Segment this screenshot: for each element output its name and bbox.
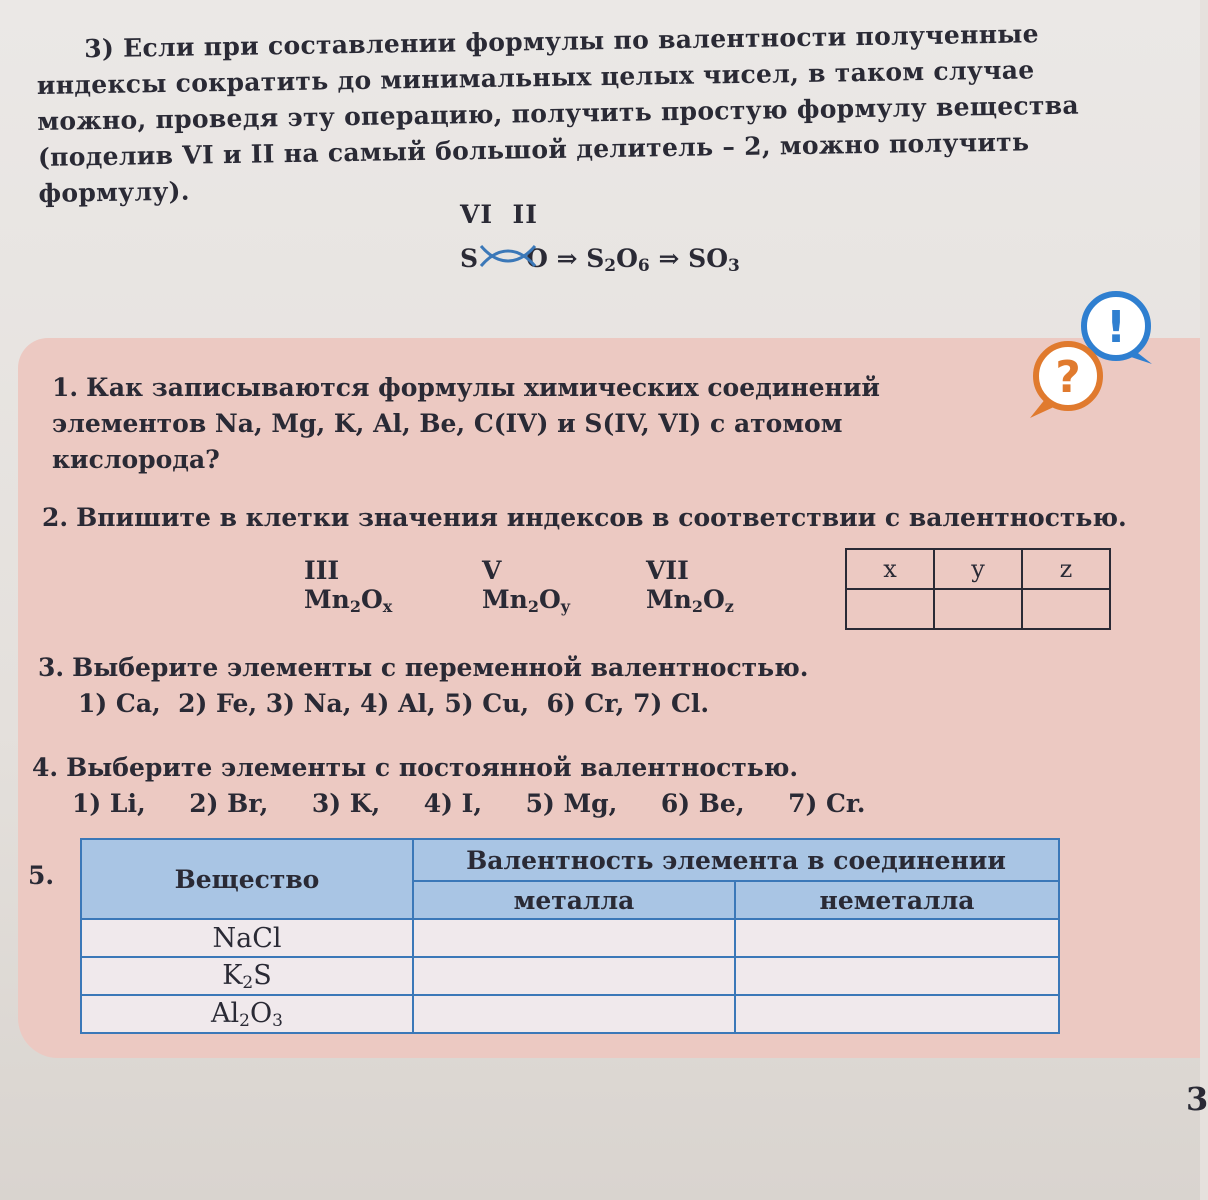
arrow-1: ⇒	[556, 244, 578, 273]
cell-metal-valence[interactable]	[413, 919, 735, 957]
question-5-number: 5.	[28, 861, 55, 890]
arrow-2: ⇒	[658, 244, 680, 273]
mn-formula-z: VII $Mn_2O_z$	[646, 556, 734, 616]
index-table	[845, 548, 1111, 630]
table-row	[81, 919, 1059, 957]
question-4-options: 1) Li, 2) Br, 3) K, 4) I, 5) Mg, 6) Be, 7) Cr.	[72, 789, 866, 818]
index-cell-y[interactable]	[934, 589, 1022, 629]
question-2	[42, 500, 1192, 536]
header-nonmetal: неметалла	[735, 881, 1059, 919]
valence-label: III	[304, 556, 340, 585]
header-valence: Валентность элемента в соединении	[413, 839, 1059, 881]
cell-metal-valence[interactable]	[413, 995, 735, 1033]
question-3-number: 3.	[38, 653, 65, 682]
cell-metal-valence[interactable]	[413, 957, 735, 995]
valence-table	[80, 838, 1060, 1034]
question-2-text: Впишите в клетки значения индексов в соответствии с валентностью.	[76, 503, 1127, 532]
mn-formula-x: III $Mn_2O_x$	[304, 556, 393, 616]
index-header-y: y	[934, 549, 1022, 589]
formula-s2o6: $S_2O_6$	[586, 244, 650, 276]
question-2-number: 2.	[42, 503, 69, 532]
index-cell-x[interactable]	[846, 589, 934, 629]
valence-label: VII	[646, 556, 689, 585]
index-header-x: x	[846, 549, 934, 589]
formula-o: O	[526, 244, 548, 273]
cell-nonmetal-valence[interactable]	[735, 995, 1059, 1033]
substance-k2s: $K_2S$	[81, 957, 413, 995]
valence-label: V	[482, 556, 502, 585]
question-4-number: 4.	[32, 753, 59, 782]
cell-nonmetal-valence[interactable]	[735, 957, 1059, 995]
question-3	[38, 650, 938, 722]
index-header-z: z	[1022, 549, 1110, 589]
valence-cross-icon	[473, 236, 543, 276]
substance-al2o3: $Al_2O_3$	[81, 995, 413, 1033]
question-glyph: ?	[1055, 352, 1081, 403]
header-substance: Вещество	[81, 839, 413, 919]
question-4-text: Выберите элементы с постоянной валентностью.	[66, 753, 799, 782]
table-row	[81, 995, 1059, 1033]
page-edge-mark: 3	[1186, 1080, 1208, 1118]
paragraph-text: Если при составлении формулы по валентности полученные индексы сократить до минимальных целых чисел, в таком случае можно, проведя эту операцию, получить простую формулу вещества (поделив VI и II на самый большой делитель – 2, можно получить формулу).	[36, 19, 1080, 208]
substance-nacl: NaCl	[81, 919, 413, 957]
question-4	[32, 750, 992, 822]
exclamation-glyph: !	[1105, 302, 1127, 353]
cell-nonmetal-valence[interactable]	[735, 919, 1059, 957]
formula-so3: $SO_3$	[688, 244, 740, 276]
question-bubble-icon	[1024, 338, 1108, 422]
paragraph-number: 3)	[84, 33, 115, 64]
formula-s: S	[460, 244, 479, 273]
formula-valence-row: VI II	[460, 200, 538, 229]
mn-formula-y: V $Mn_2O_y$	[482, 556, 571, 616]
index-cell-z[interactable]	[1022, 589, 1110, 629]
question-3-options: 1) Ca, 2) Fe, 3) Na, 4) Al, 5) Cu, 6) Cr, 7) Cl.	[78, 689, 710, 718]
question-3-text: Выберите элементы с переменной валентностью.	[72, 653, 809, 682]
question-1-number: 1.	[52, 373, 79, 402]
question-1-text: Как записываются формулы химических соединений элементов Na, Mg, K, Al, Be, C(IV) и S(IV, VI) с атомом кислорода?	[52, 373, 880, 474]
table-row	[81, 957, 1059, 995]
rule-paragraph	[36, 14, 1154, 211]
header-metal: металла	[413, 881, 735, 919]
question-1	[52, 370, 992, 478]
